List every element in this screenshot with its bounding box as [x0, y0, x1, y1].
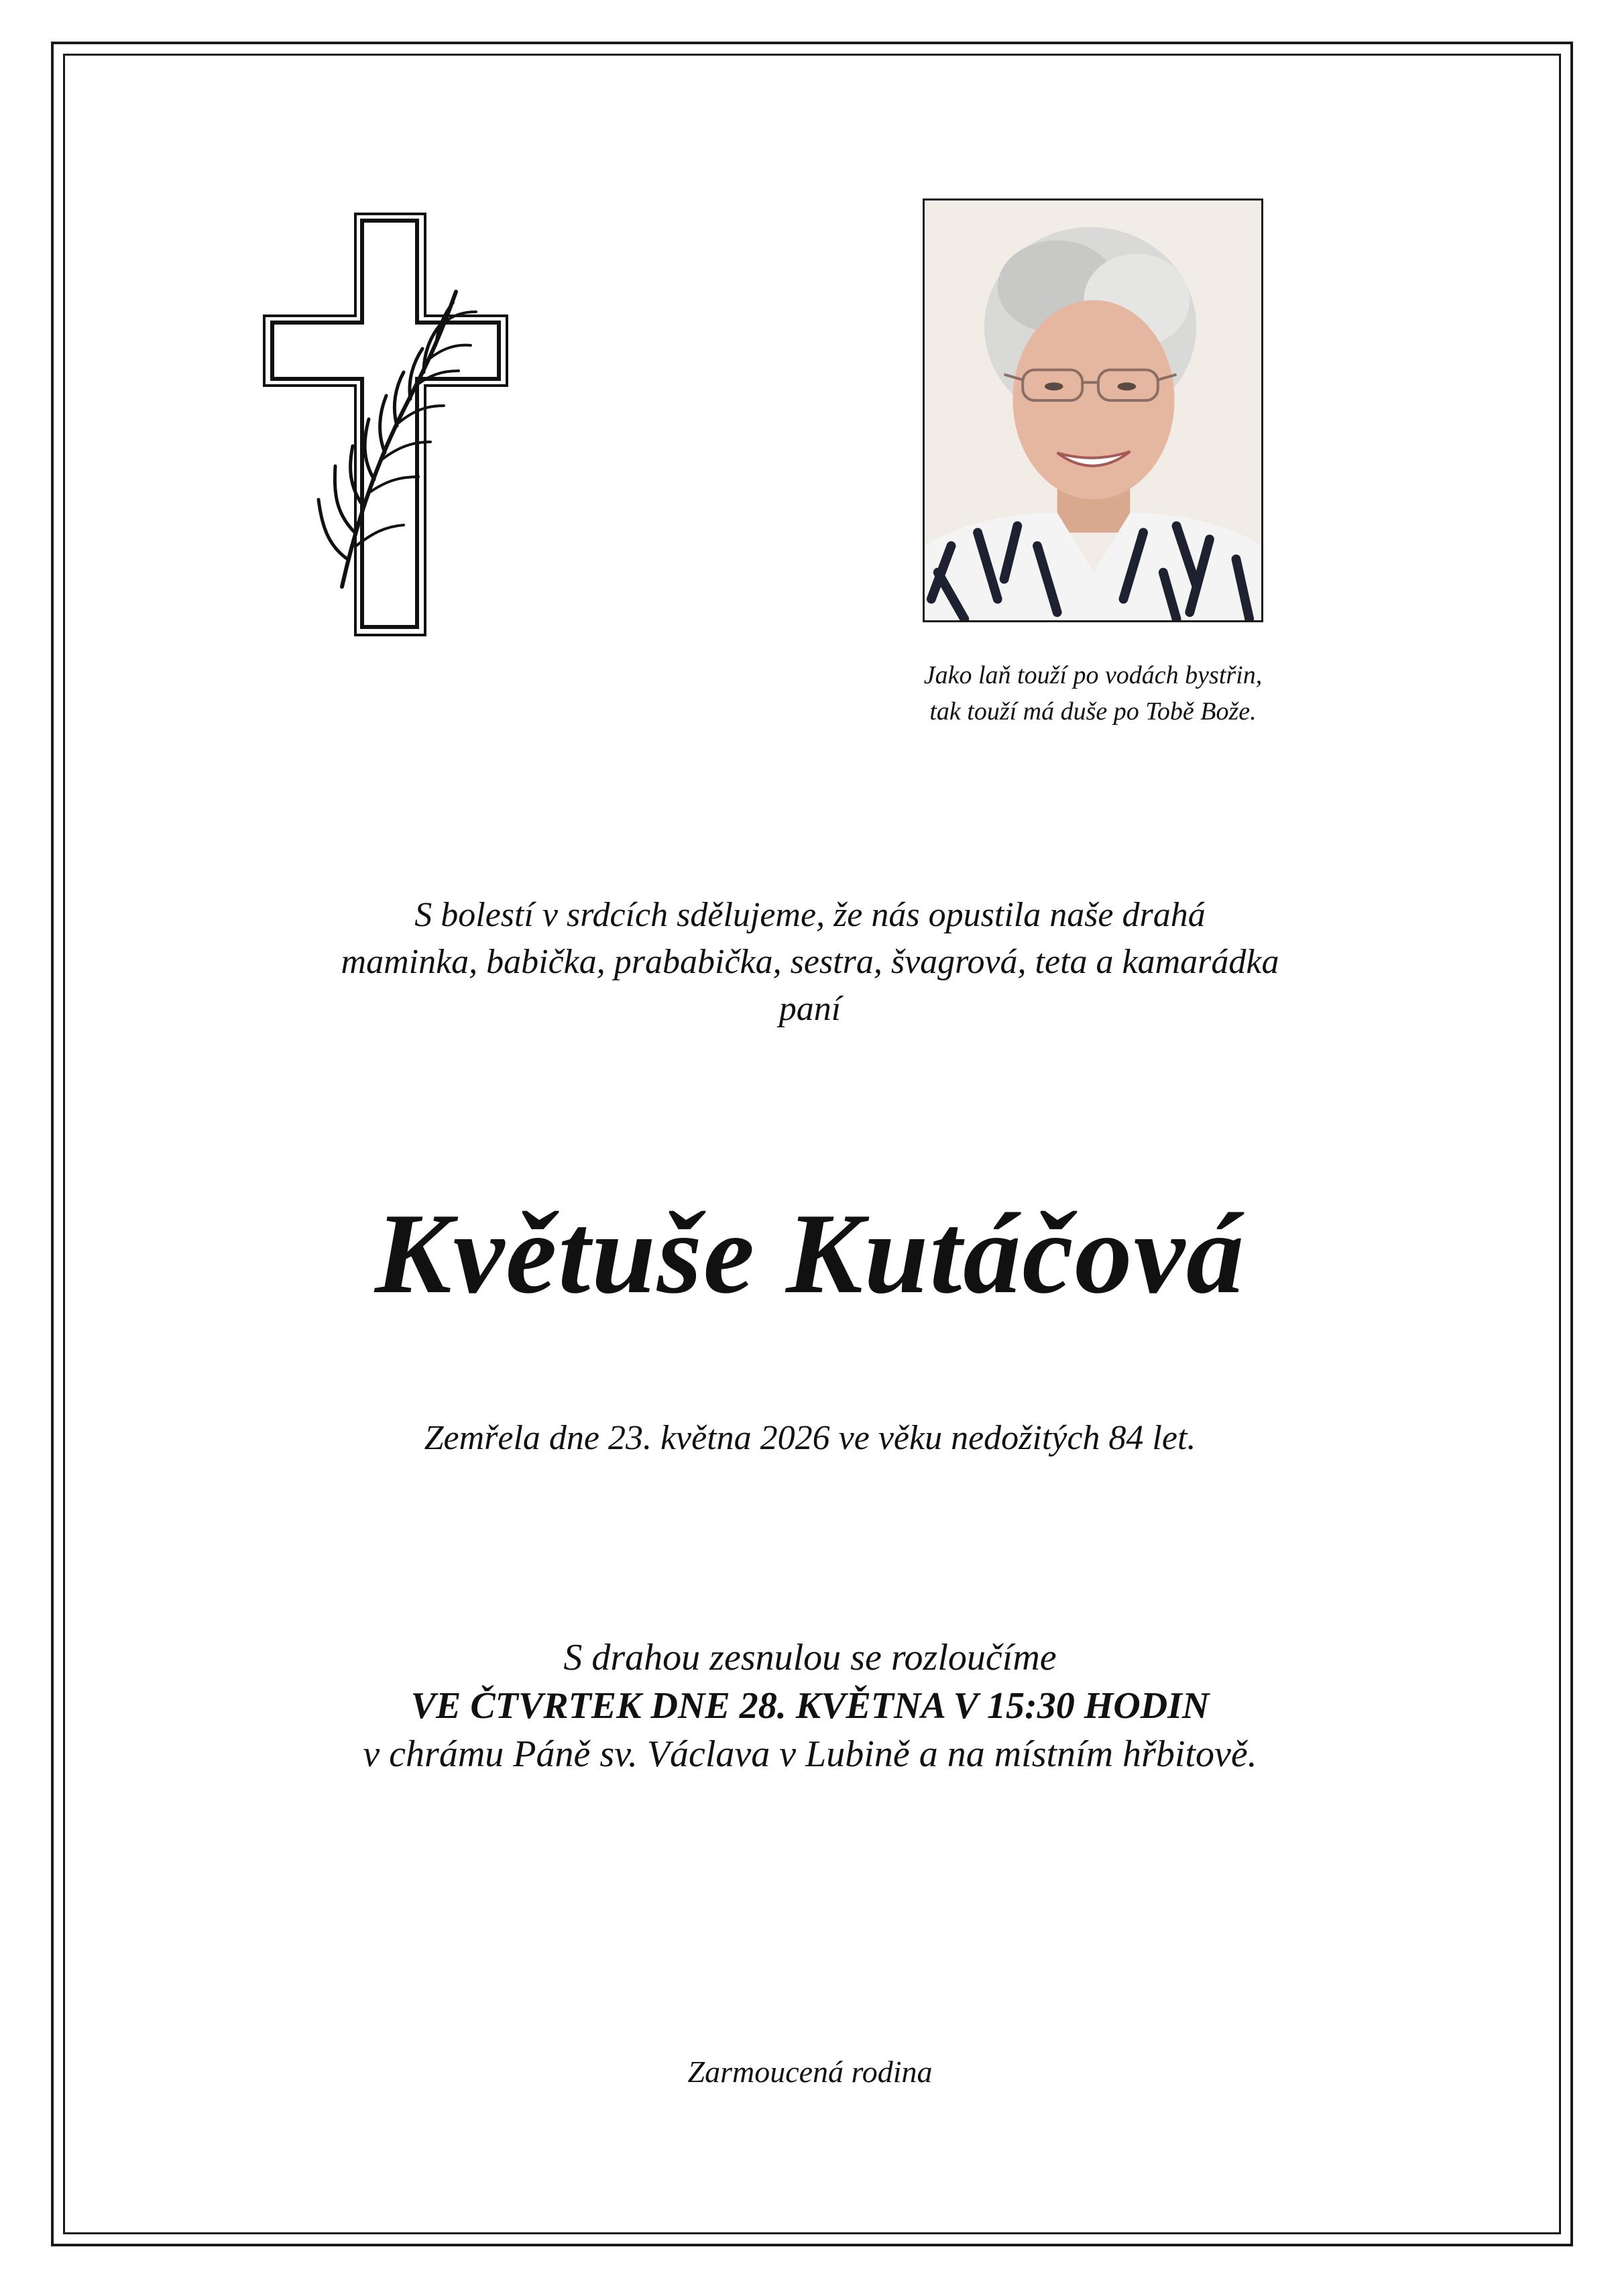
verse: [791, 657, 1395, 730]
cross-icon: [255, 211, 510, 640]
farewell-line-1: S drahou zesnulou se rozloučíme: [563, 1637, 1057, 1678]
deceased-name: Květuše Kutáčová: [375, 1190, 1245, 1318]
farewell-line-2: VE ČTVRTEK DNE 28. KVĚTNA V 15:30 HODIN: [410, 1685, 1210, 1727]
intro-line-3: paní: [778, 990, 842, 1028]
signature: Zarmoucená rodina: [687, 2055, 933, 2089]
death-notice: Zemřela dne 23. května 2026 ve věku nedožitých 84 let.: [424, 1419, 1196, 1457]
verse-line-2: tak touží má duše po Tobě Bože.: [929, 697, 1257, 726]
farewell-line-3: v chrámu Páně sv. Václava v Lubině a na místním hřbitově.: [363, 1733, 1257, 1775]
intro-line-1: S bolestí v srdcích sdělujeme, že nás opustila naše drahá: [414, 896, 1206, 934]
verse-line-1: Jako laň touží po vodách bystřin,: [923, 661, 1263, 689]
farewell-text: [139, 1633, 1481, 1778]
intro-line-2: maminka, babička, prababička, sestra, švagrová, teta a kamarádka: [341, 943, 1279, 981]
intro-text: [139, 892, 1481, 1033]
portrait-photo: [923, 198, 1263, 622]
